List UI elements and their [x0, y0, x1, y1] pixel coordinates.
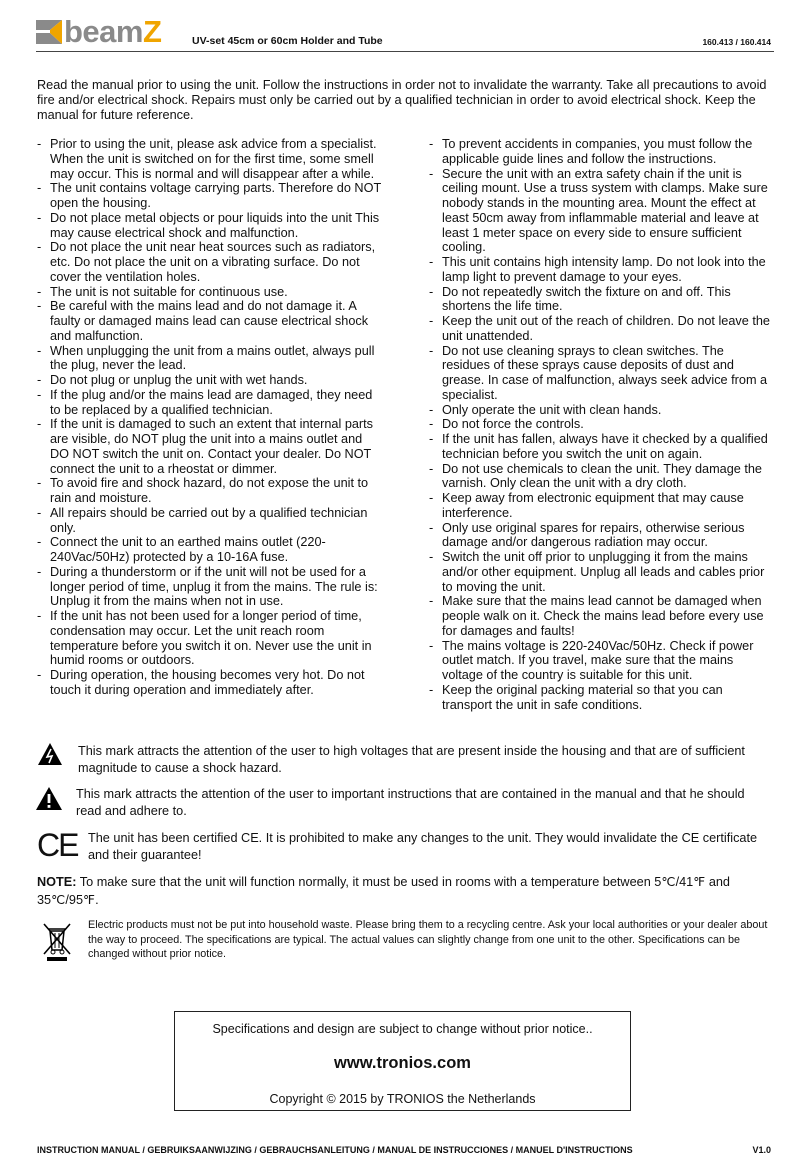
list-item: - If the unit has not been used for a longer period of time, condensation may occur. Let the unit reach room temperature before you switch it on. Never use the unit in humid rooms or outdoors. [37, 609, 382, 668]
list-item: - When unplugging the unit from a mains outlet, always pull the plug, never the lead. [37, 344, 382, 374]
list-item: - If the plug and/or the mains lead are damaged, they need to be replaced by a qualified technician. [37, 388, 382, 418]
list-item: - Switch the unit off prior to unplugging it from the mains and/or other equipment. Unplug all leads and cables prior to moving the unit. [429, 550, 774, 594]
temperature-note: NOTE: To make sure that the unit will function normally, it must be used in rooms with a temperature between 5℃/41℉ and 35℃/95℉. [37, 875, 730, 907]
list-item: - Keep away from electronic equipment that may cause interference. [429, 491, 774, 521]
list-item: - Do not force the controls. [429, 417, 774, 432]
list-item: - Only operate the unit with clean hands. [429, 403, 774, 418]
header-divider [36, 51, 774, 52]
list-item: - Secure the unit with an extra safety chain if the unit is ceiling mount. Use a truss system with clamps. Make sure nobody stands in the mounting area. Mount the effect at least 50cm away from inflammable material and leave at least 1 meter space on every side to ensure sufficient cooling. [429, 167, 774, 256]
attention-warning-text: This mark attracts the attention of the user to important instructions that are contained in the manual and that he should read and adhere to. [76, 787, 745, 818]
list-item: - Do not repeatedly switch the fixture on and off. This shortens the life time. [429, 285, 774, 315]
list-item: - Prior to using the unit, please ask advice from a specialist. When the unit is switched on for the first time, some smell may occur. This is normal and will disappear after a while. [37, 137, 382, 181]
attention-warning-icon [35, 786, 63, 811]
list-item: - The unit is not suitable for continuous use. [37, 285, 382, 300]
list-item: - Do not use cleaning sprays to clean switches. The residues of these sprays cause deposits of dust and grease. In case of malfunction, always seek advice from a specialist. [429, 344, 774, 403]
specifications-notice: Specifications and design are subject to change without prior notice.. [212, 1022, 593, 1036]
list-item: - This unit contains high intensity lamp. Do not look into the lamp light to prevent damage to your eyes. [429, 255, 774, 285]
disposal-text: Electric products must not be put into household waste. Please bring them to a recycling centre. Ask your local authorities or your dealer about the way to proceed. The specifications are typical. The actual values can slightly change from one unit to the other. Specifications can be changed without prior notice. [88, 919, 768, 960]
copyright-notice: Copyright © 2015 by TRONIOS the Netherlands [269, 1092, 536, 1106]
intro-paragraph: Read the manual prior to using the unit. Follow the instructions in order not to invalidate the warranty. Take all precautions to avoid fire and/or electrical shock. Repairs must only be carried out by a qualified technician in order to avoid electrical shock. Keep the manual for future reference. [37, 78, 767, 122]
list-item: - During a thunderstorm or if the unit will not be used for a longer period of time, unplug it from the mains. The rule is: Unplug it from the mains when not in use. [37, 565, 382, 609]
list-item: - All repairs should be carried out by a qualified technician only. [37, 506, 382, 536]
weee-bin-icon [42, 920, 72, 962]
list-item: - Only use original spares for repairs, otherwise serious damage and/or dangerous radiation may occur. [429, 521, 774, 551]
list-item: - To avoid fire and shock hazard, do not expose the unit to rain and moisture. [37, 476, 382, 506]
voltage-warning-text: This mark attracts the attention of the user to high voltages that are present inside the housing and that are of sufficient magnitude to cause a shock hazard. [78, 744, 745, 775]
product-codes: 160.413 / 160.414 [702, 37, 771, 47]
logo-mark-icon [34, 18, 64, 46]
footer-version: V1.0 [752, 1145, 771, 1155]
list-item: - During operation, the housing becomes very hot. Do not touch it during operation and immediately after. [37, 668, 382, 698]
document-title: UV-set 45cm or 60cm Holder and Tube [192, 35, 383, 47]
list-item: - Do not use chemicals to clean the unit. They damage the varnish. Only clean the unit with a dry cloth. [429, 462, 774, 492]
list-item: - Be careful with the mains lead and do not damage it. A faulty or damaged mains lead can cause electrical shock and malfunction. [37, 299, 382, 343]
list-item: - Keep the unit out of the reach of children. Do not leave the unit unattended. [429, 314, 774, 344]
list-item: - Do not place metal objects or pour liquids into the unit This may cause electrical shock and malfunction. [37, 211, 382, 241]
list-item: - The mains voltage is 220-240Vac/50Hz. Check if power outlet match. If you travel, make sure that the mains voltage of the country is suitable for this unit. [429, 639, 774, 683]
list-item: - The unit contains voltage carrying parts. Therefore do NOT open the housing. [37, 181, 382, 211]
footer-manual-languages: INSTRUCTION MANUAL / GEBRUIKSAANWIJZING / GEBRAUCHSANLEITUNG / MANUAL DE INSTRUCCIONES / MANUEL D'INSTRUCTIONS [37, 1145, 633, 1155]
ce-mark-icon: CE [37, 827, 78, 863]
list-item: - Connect the unit to an earthed mains outlet (220-240Vac/50Hz) protected by a 10-16A fuse. [37, 535, 382, 565]
high-voltage-warning-icon [37, 742, 63, 766]
list-item: - Do not place the unit near heat sources such as radiators, etc. Do not place the unit on a vibrating surface. Do not cover the ventilation holes. [37, 240, 382, 284]
tronios-info-box [174, 1011, 631, 1111]
list-item: - Do not plug or unplug the unit with wet hands. [37, 373, 382, 388]
safety-list-right [429, 137, 774, 712]
list-item: - If the unit is damaged to such an extent that internal parts are visible, do NOT plug the unit into a mains outlet and DO NOT switch the unit on. Contact your dealer. Do NOT connect the unit to a rheostat or dimmer. [37, 417, 382, 476]
logo-wordmark: beamZ [64, 14, 162, 49]
website-link[interactable]: www.tronios.com [334, 1054, 471, 1072]
brand-logo [34, 16, 192, 50]
ce-certification-text: The unit has been certified CE. It is prohibited to make any changes to the unit. They would invalidate the CE certificate and their guarantee! [88, 831, 758, 862]
list-item: - If the unit has fallen, always have it checked by a qualified technician before you switch the unit on again. [429, 432, 774, 462]
list-item: - Make sure that the mains lead cannot be damaged when people walk on it. Check the mains lead before every use for damages and faults! [429, 594, 774, 638]
safety-list-left [37, 137, 382, 698]
list-item: - To prevent accidents in companies, you must follow the applicable guide lines and follow the instructions. [429, 137, 774, 167]
list-item: - Keep the original packing material so that you can transport the unit in safe conditions. [429, 683, 774, 713]
